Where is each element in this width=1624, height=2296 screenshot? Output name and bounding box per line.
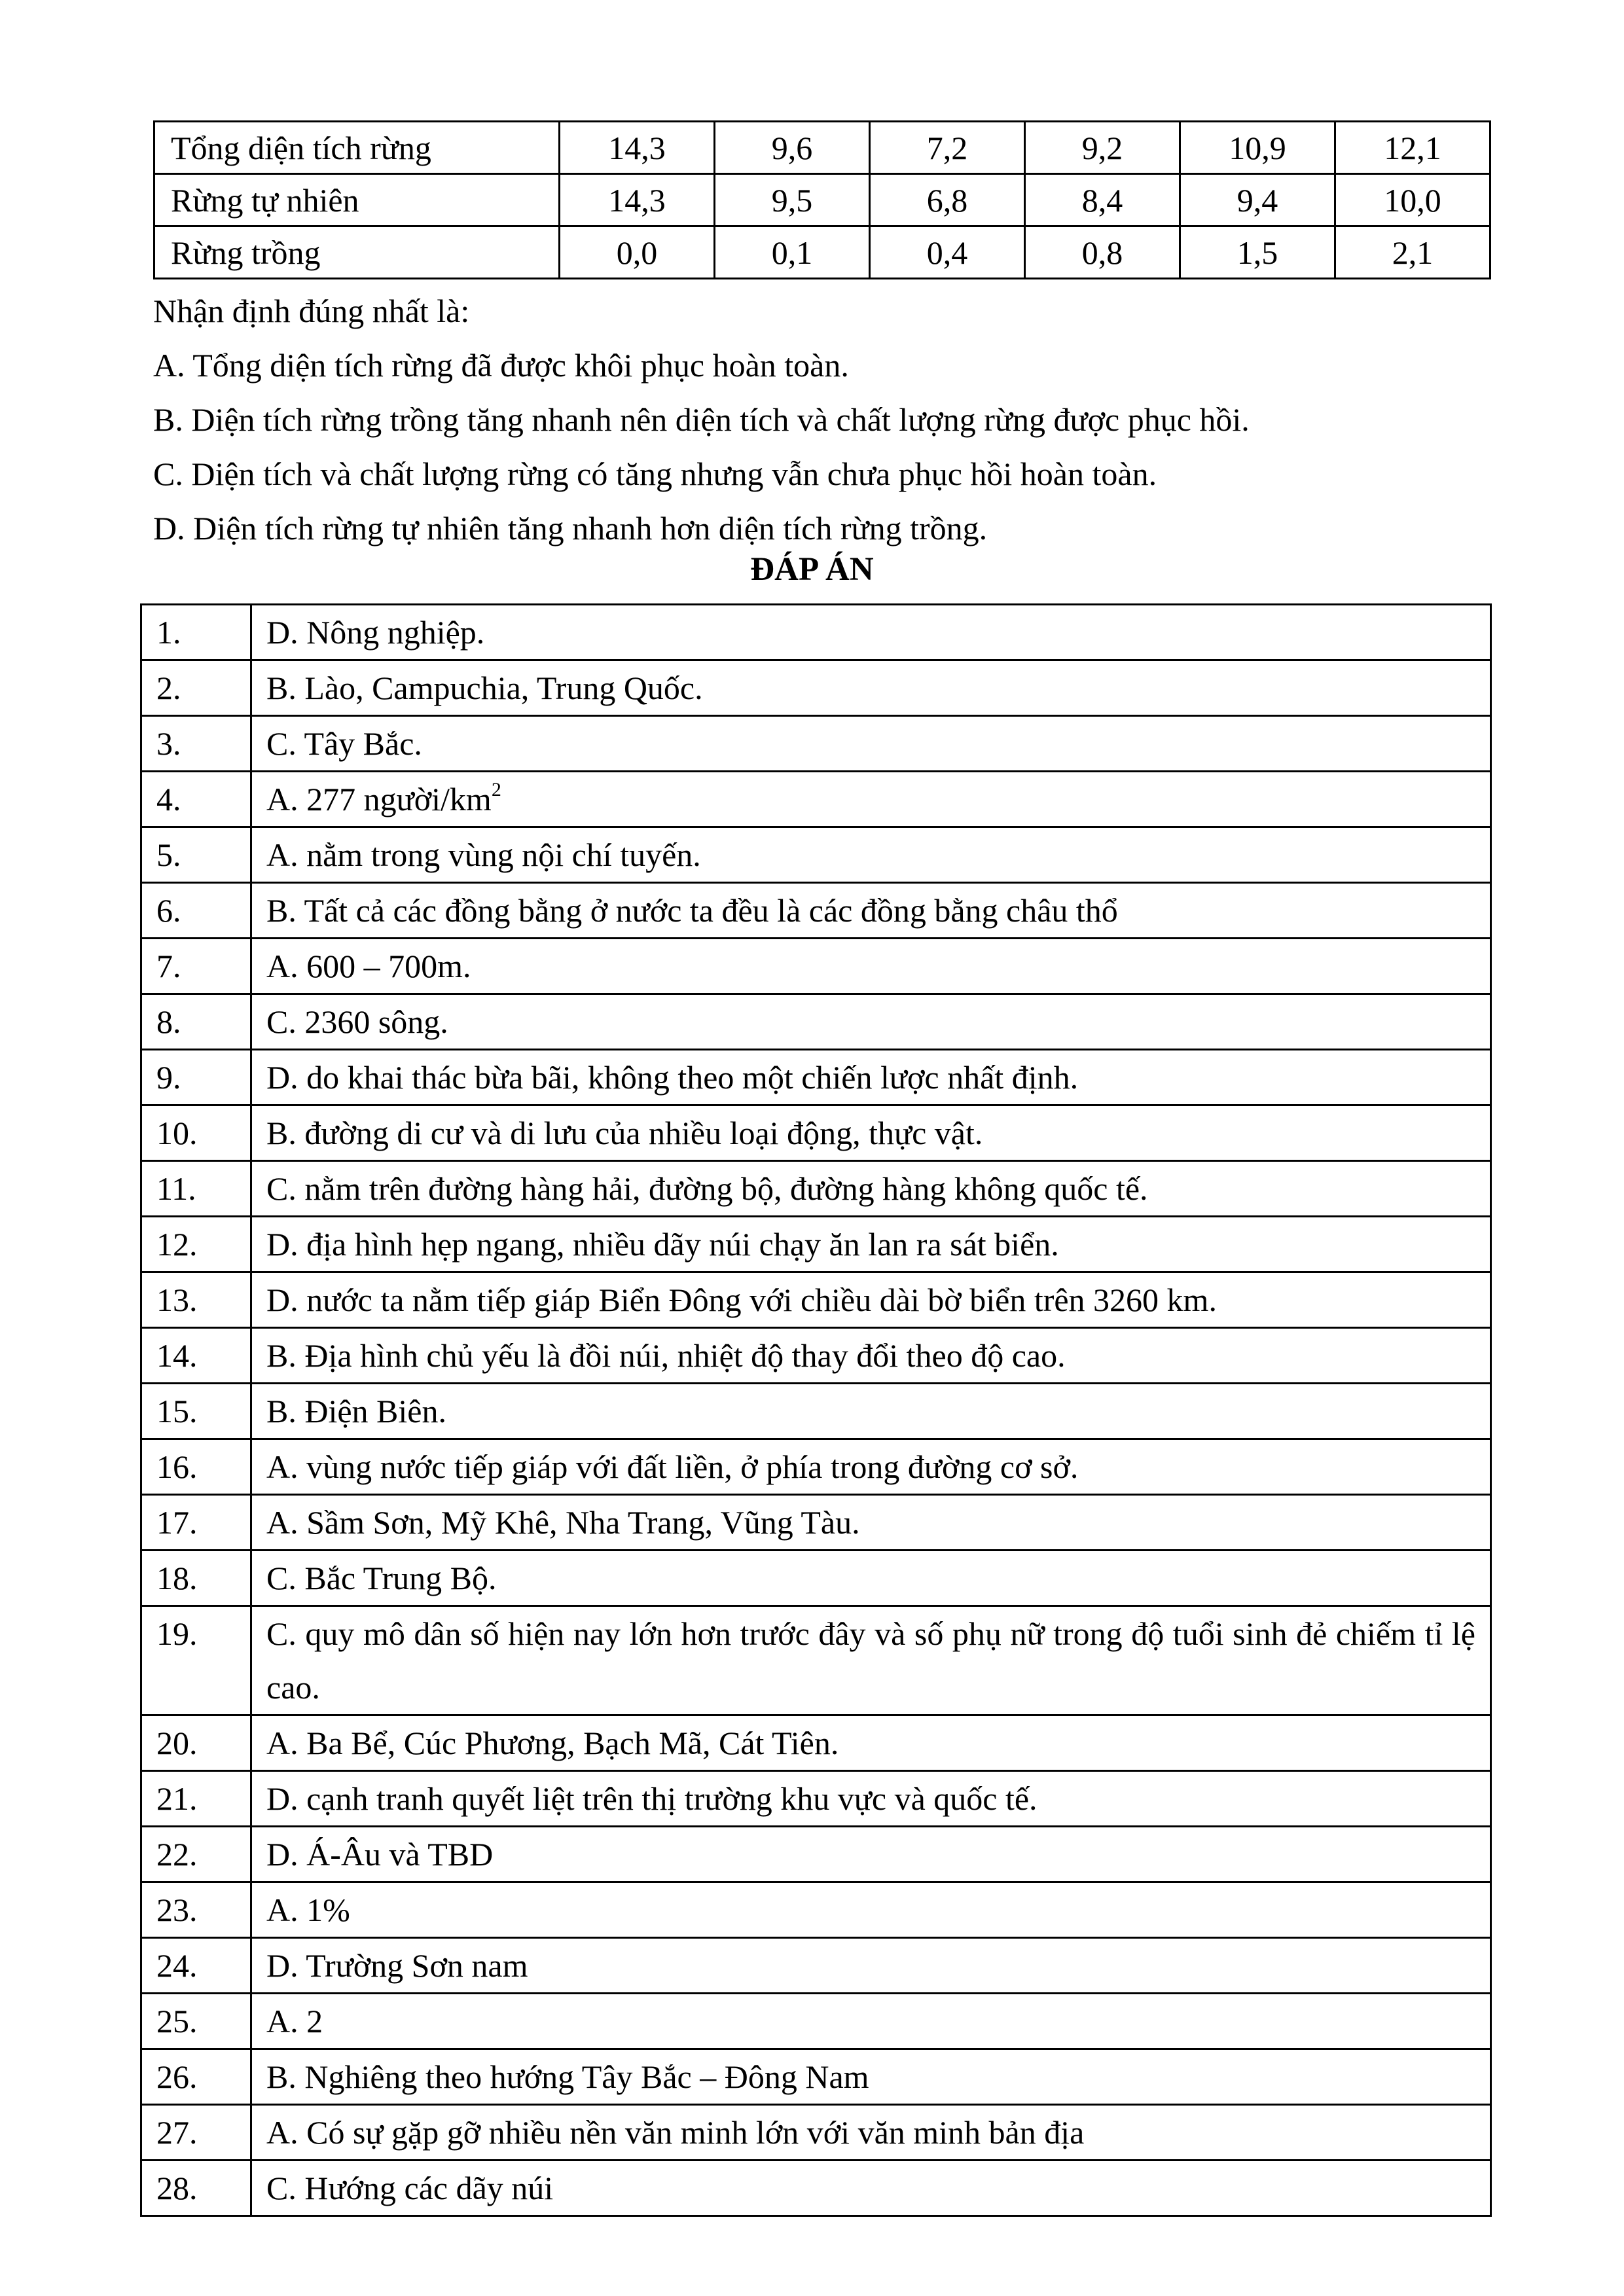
answer-row <box>141 2161 1491 2216</box>
forest-area-table <box>153 120 1491 279</box>
row-label: Tổng diện tích rừng <box>154 122 560 174</box>
answer-number: 25. <box>141 1994 251 2049</box>
cell-value: 0,4 <box>870 226 1025 279</box>
answer-row <box>141 660 1491 716</box>
answer-text <box>251 772 1491 827</box>
answer-text <box>251 1384 1491 1439</box>
cell-value: 9,2 <box>1025 122 1180 174</box>
answer-text <box>251 716 1491 772</box>
answer-text-content: B. Tất cả các đồng bằng ở nước ta đều là các đồng bằng châu thổ <box>266 892 1118 929</box>
answer-text-content: C. 2360 sông. <box>266 1003 448 1040</box>
cell-value: 0,1 <box>715 226 870 279</box>
answer-text <box>251 1606 1491 1715</box>
answer-number: 28. <box>141 2161 251 2216</box>
cell-value: 14,3 <box>560 122 715 174</box>
answer-row <box>141 994 1491 1050</box>
answer-row <box>141 1882 1491 1938</box>
answer-row <box>141 1328 1491 1384</box>
cell-value: 7,2 <box>870 122 1025 174</box>
answer-row <box>141 827 1491 883</box>
cell-value: 6,8 <box>870 174 1025 226</box>
answer-row <box>141 772 1491 827</box>
answer-text-content: A. 277 người/km <box>266 781 492 817</box>
cell-value: 1,5 <box>1180 226 1335 279</box>
answer-text-content: A. Ba Bể, Cúc Phương, Bạch Mã, Cát Tiên. <box>266 1725 839 1761</box>
superscript: 2 <box>491 779 501 801</box>
answer-text <box>251 1827 1491 1882</box>
answer-text-content: D. Nông nghiệp. <box>266 614 485 651</box>
answer-number: 11. <box>141 1161 251 1217</box>
cell-value: 10,9 <box>1180 122 1335 174</box>
answer-text <box>251 1994 1491 2049</box>
cell-value: 12,1 <box>1335 122 1490 174</box>
answer-number: 6. <box>141 883 251 939</box>
answer-row <box>141 939 1491 994</box>
answer-number: 16. <box>141 1439 251 1495</box>
answer-text-content: B. Nghiêng theo hướng Tây Bắc – Đông Nam <box>266 2058 869 2095</box>
cell-value: 14,3 <box>560 174 715 226</box>
option-d: D. Diện tích rừng tự nhiên tăng nhanh hơn diện tích rừng trồng. <box>153 510 988 547</box>
answer-row <box>141 1439 1491 1495</box>
cell-value: 10,0 <box>1335 174 1490 226</box>
answer-text <box>251 1882 1491 1938</box>
answer-row <box>141 1272 1491 1328</box>
answer-text <box>251 1161 1491 1217</box>
answer-key-table <box>140 603 1492 2217</box>
answer-text <box>251 2105 1491 2161</box>
answer-text-content: A. vùng nước tiếp giáp với đất liền, ở phía trong đường cơ sở. <box>266 1448 1079 1485</box>
answer-text <box>251 1439 1491 1495</box>
answer-text <box>251 827 1491 883</box>
answer-text <box>251 660 1491 716</box>
question-prompt: Nhận định đúng nhất là: <box>153 293 470 329</box>
cell-value: 9,5 <box>715 174 870 226</box>
answer-text-content: A. 600 – 700m. <box>266 948 471 984</box>
row-label: Rừng tự nhiên <box>154 174 560 226</box>
cell-value: 0,8 <box>1025 226 1180 279</box>
answer-text-content: B. Địa hình chủ yếu là đồi núi, nhiệt độ thay đổi theo độ cao. <box>266 1337 1066 1374</box>
answer-number: 17. <box>141 1495 251 1551</box>
option-b: B. Diện tích rừng trồng tăng nhanh nên diện tích và chất lượng rừng được phục hồi. <box>153 401 1250 438</box>
answer-number: 19. <box>141 1606 251 1715</box>
answer-number: 24. <box>141 1938 251 1994</box>
answer-text-content: A. Có sự gặp gỡ nhiều nền văn minh lớn với văn minh bản địa <box>266 2114 1085 2151</box>
answer-number: 7. <box>141 939 251 994</box>
answer-text <box>251 1495 1491 1551</box>
answer-number: 13. <box>141 1272 251 1328</box>
answer-number: 27. <box>141 2105 251 2161</box>
answer-text-content: C. quy mô dân số hiện nay lớn hơn trước đây và số phụ nữ trong độ tuổi sinh đẻ chiếm tỉ lệ cao. <box>266 1615 1475 1706</box>
answer-text <box>251 1105 1491 1161</box>
option-c: C. Diện tích và chất lượng rừng có tăng nhưng vẫn chưa phục hồi hoàn toàn. <box>153 456 1157 492</box>
answer-text <box>251 883 1491 939</box>
cell-value: 0,0 <box>560 226 715 279</box>
answer-text <box>251 1050 1491 1105</box>
answer-text-content: D. nước ta nằm tiếp giáp Biển Đông với chiều dài bờ biển trên 3260 km. <box>266 1282 1217 1318</box>
cell-value: 9,6 <box>715 122 870 174</box>
answer-row <box>141 2049 1491 2105</box>
answer-row <box>141 605 1491 660</box>
answer-number: 18. <box>141 1551 251 1606</box>
answer-row <box>141 1715 1491 1771</box>
cell-value: 2,1 <box>1335 226 1490 279</box>
answer-number: 2. <box>141 660 251 716</box>
answer-row <box>141 1384 1491 1439</box>
answer-text-content: A. 1% <box>266 1892 350 1928</box>
answer-text <box>251 1715 1491 1771</box>
option-a: A. Tổng diện tích rừng đã được khôi phục hoàn toàn. <box>153 347 849 384</box>
answer-text <box>251 2161 1491 2216</box>
answer-text-content: B. Lào, Campuchia, Trung Quốc. <box>266 670 703 706</box>
answer-text <box>251 1328 1491 1384</box>
answer-text-content: C. nằm trên đường hàng hải, đường bộ, đường hàng không quốc tế. <box>266 1170 1148 1207</box>
answer-row <box>141 1771 1491 1827</box>
cell-value: 9,4 <box>1180 174 1335 226</box>
answer-text <box>251 1217 1491 1272</box>
answer-text-content: B. đường di cư và di lưu của nhiều loại động, thực vật. <box>266 1115 983 1151</box>
answer-row <box>141 1050 1491 1105</box>
answer-text-content: A. 2 <box>266 2003 323 2039</box>
answer-number: 4. <box>141 772 251 827</box>
answer-number: 3. <box>141 716 251 772</box>
answer-text-content: A. Sầm Sơn, Mỹ Khê, Nha Trang, Vũng Tàu. <box>266 1504 860 1541</box>
answer-text-content: D. Á-Âu và TBD <box>266 1836 494 1873</box>
answer-row <box>141 716 1491 772</box>
cell-value: 8,4 <box>1025 174 1180 226</box>
answer-text-content: D. cạnh tranh quyết liệt trên thị trường khu vực và quốc tế. <box>266 1780 1038 1817</box>
answer-row <box>141 2105 1491 2161</box>
answer-text <box>251 939 1491 994</box>
answer-row <box>141 1551 1491 1606</box>
answer-row <box>141 883 1491 939</box>
answer-text <box>251 1551 1491 1606</box>
answer-text <box>251 1938 1491 1994</box>
answer-text-content: D. Trường Sơn nam <box>266 1947 528 1984</box>
answer-number: 15. <box>141 1384 251 1439</box>
answer-text-content: D. địa hình hẹp ngang, nhiều dãy núi chạy ăn lan ra sát biển. <box>266 1226 1059 1263</box>
row-label: Rừng trồng <box>154 226 560 279</box>
answer-number: 1. <box>141 605 251 660</box>
answer-row <box>141 1938 1491 1994</box>
answer-text-content: C. Tây Bắc. <box>266 725 422 762</box>
answer-number: 21. <box>141 1771 251 1827</box>
answer-text <box>251 1272 1491 1328</box>
answer-number: 12. <box>141 1217 251 1272</box>
answer-row <box>141 1827 1491 1882</box>
answer-number: 22. <box>141 1827 251 1882</box>
answer-text-content: B. Điện Biên. <box>266 1393 446 1429</box>
forest-table-row <box>154 174 1490 226</box>
answer-row <box>141 1606 1491 1715</box>
answer-row <box>141 1217 1491 1272</box>
answer-number: 20. <box>141 1715 251 1771</box>
answer-number: 14. <box>141 1328 251 1384</box>
question-block <box>153 284 1489 556</box>
forest-table-row <box>154 122 1490 174</box>
answer-text <box>251 2049 1491 2105</box>
answer-text-content: A. nằm trong vùng nội chí tuyến. <box>266 836 701 873</box>
answer-row <box>141 1105 1491 1161</box>
answer-number: 10. <box>141 1105 251 1161</box>
answer-text <box>251 1771 1491 1827</box>
answer-number: 9. <box>141 1050 251 1105</box>
answer-number: 23. <box>141 1882 251 1938</box>
forest-table-row <box>154 226 1490 279</box>
answer-text-content: C. Hướng các dãy núi <box>266 2170 554 2206</box>
answer-row <box>141 1994 1491 2049</box>
answer-row <box>141 1161 1491 1217</box>
answer-text-content: C. Bắc Trung Bộ. <box>266 1560 497 1596</box>
answer-number: 5. <box>141 827 251 883</box>
answer-text <box>251 994 1491 1050</box>
answer-row <box>141 1495 1491 1551</box>
answer-text <box>251 605 1491 660</box>
answer-text-content: D. do khai thác bừa bãi, không theo một chiến lược nhất định. <box>266 1059 1079 1096</box>
answer-number: 8. <box>141 994 251 1050</box>
answer-key-title: ĐÁP ÁN <box>750 551 874 588</box>
answer-number: 26. <box>141 2049 251 2105</box>
